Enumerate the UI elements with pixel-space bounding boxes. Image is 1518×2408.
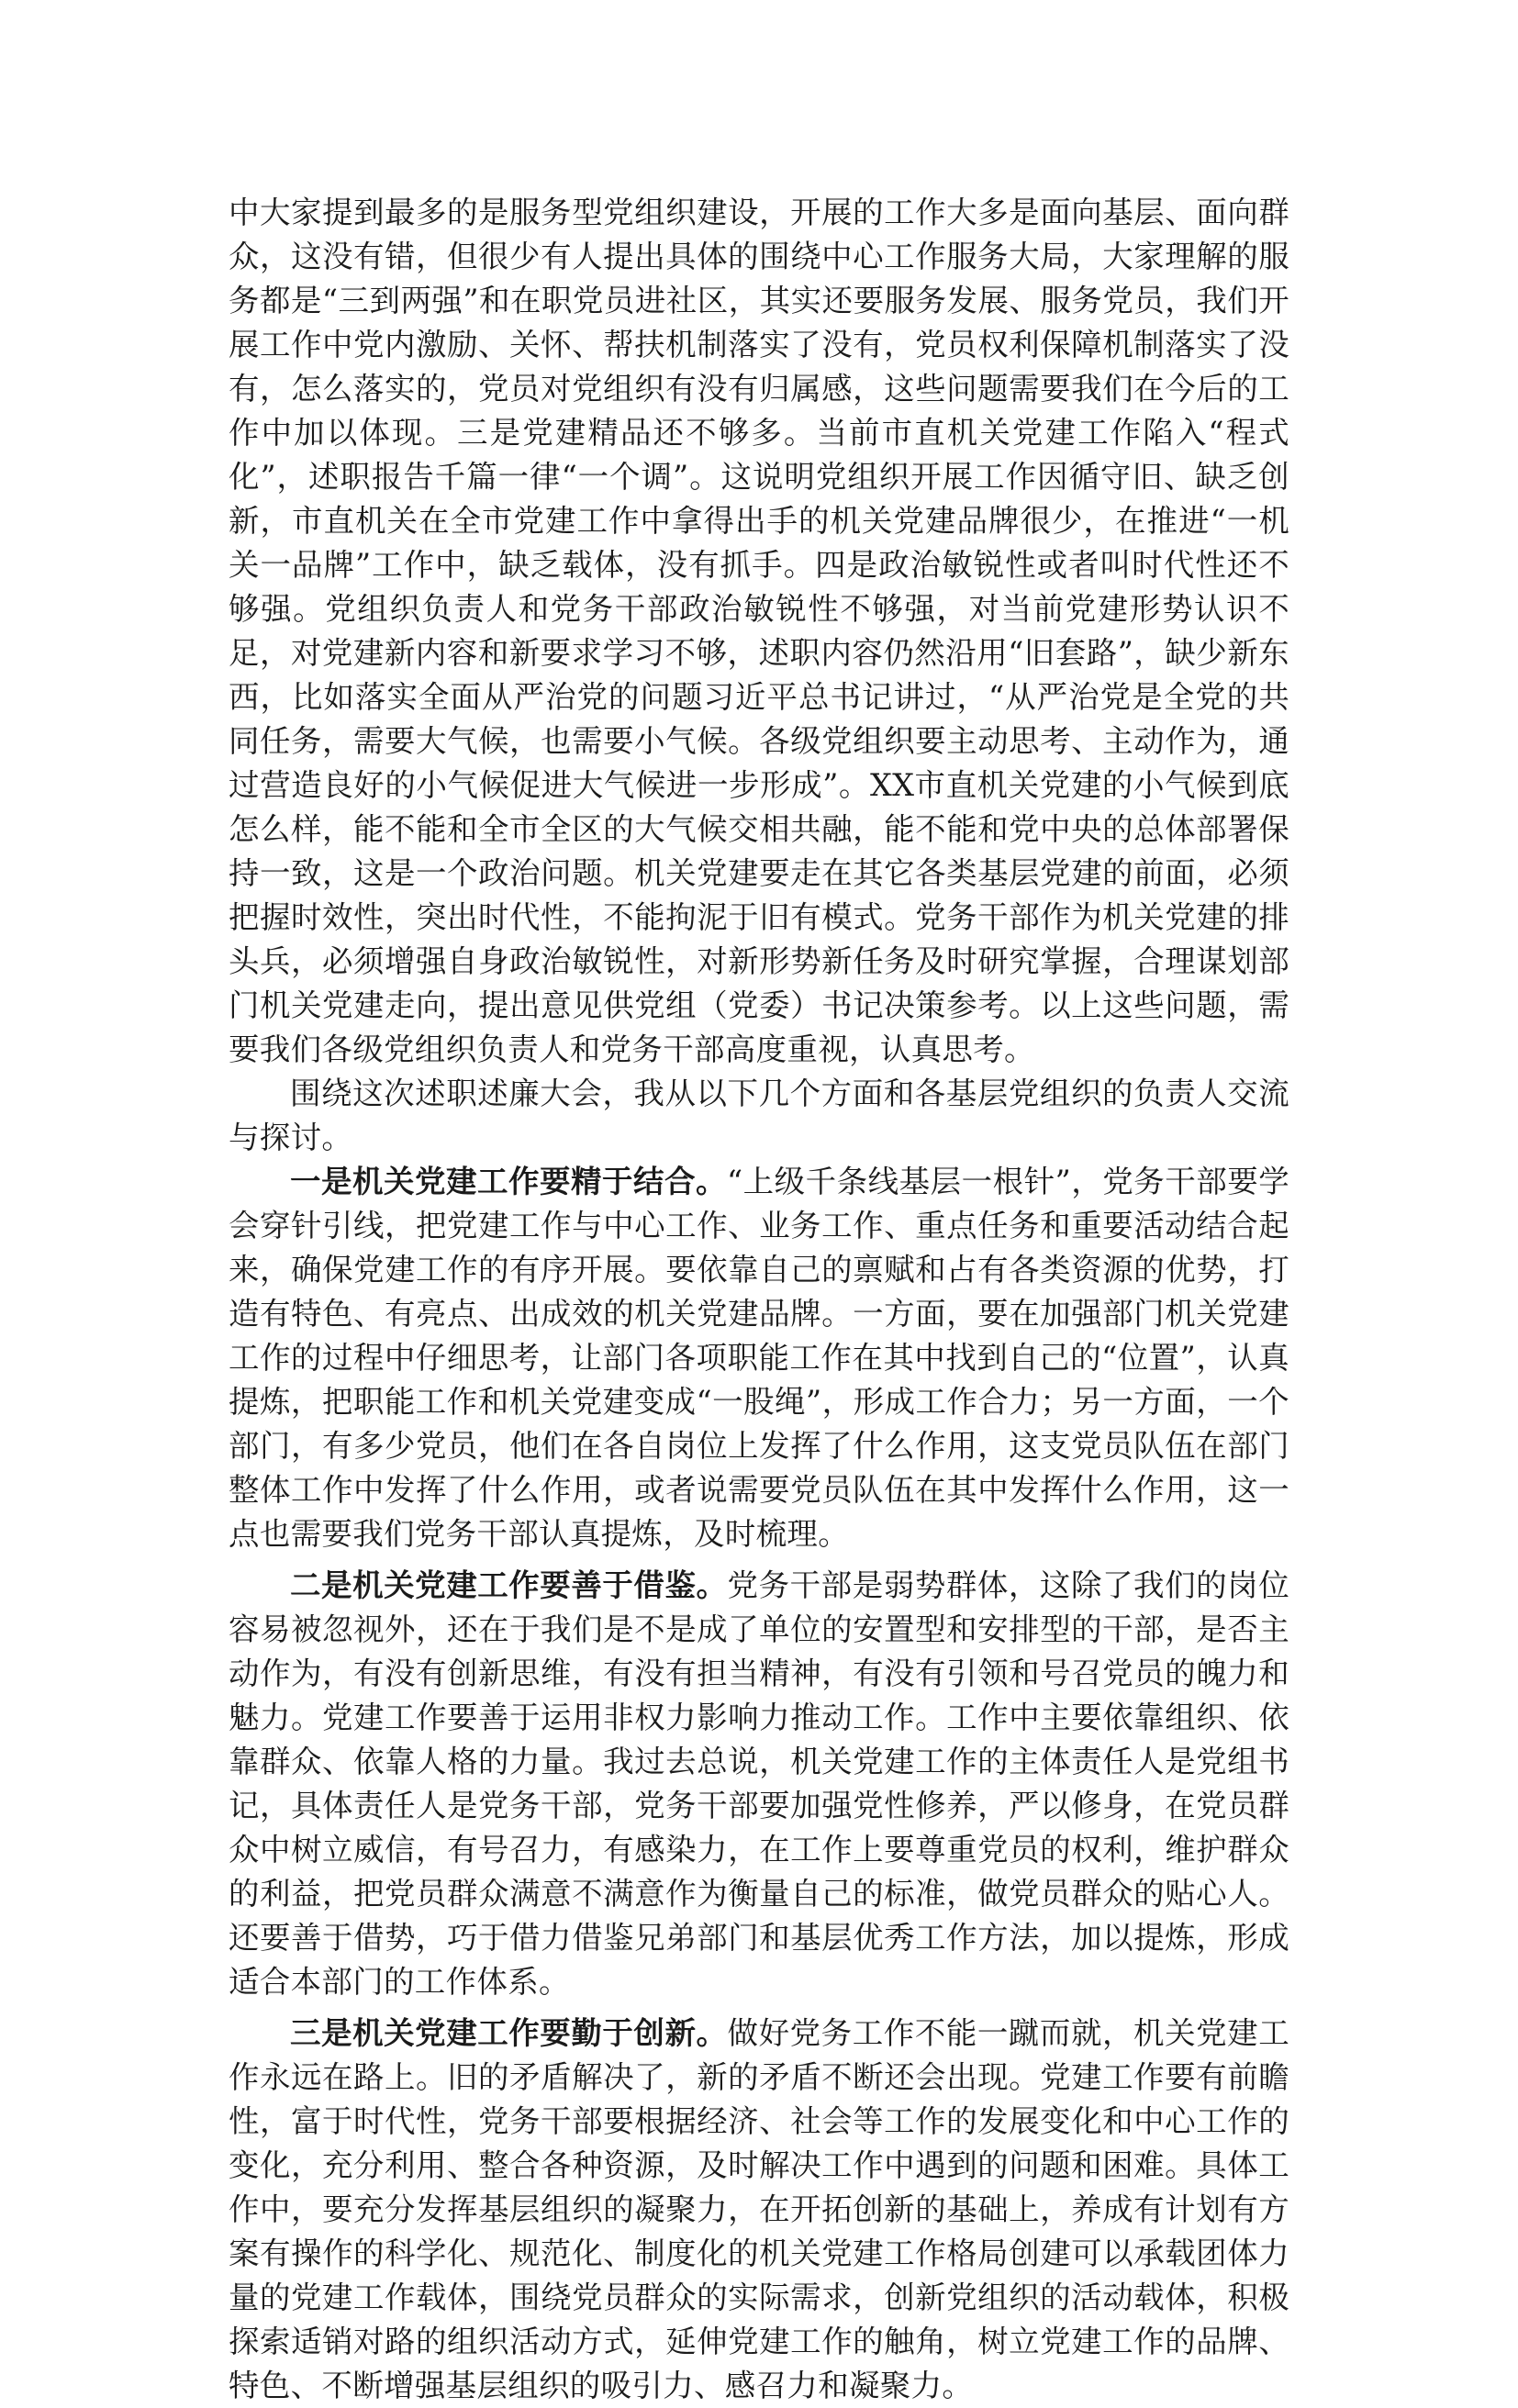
- point-two-body: 党务干部是弱势群体，这除了我们的岗位容易被忽视外，还在于我们是不是成了单位的安置型和安排型的干部，是否主动作为，有没有创新思维，有没有担当精神，有没有引领和号召党员的魄力和魅力。党建工作要善于运用非权力影响力推动工作。工作中主要依靠组织、依靠群众、依靠人格的力量。我过去总说，机关党建工作的主体责任人是党组书记，具体责任人是党务干部，党务干部要加强党性修养，严以修身，在党员群众中树立威信，有号召力，有感染力，在工作上要尊重党员的权利，维护群众的利益，把党员群众满意不满意作为衡量自己的标准，做党员群众的贴心人。还要善于借势，巧于借力借鉴兄弟部门和基层优秀工作方法，加以提炼，形成适合本部门的工作体系。: [229, 1567, 1289, 2000]
- point-one-heading: 一是机关党建工作要精于结合。: [290, 1164, 727, 1199]
- point-three-heading: 三是机关党建工作要勤于创新。: [290, 2015, 728, 2051]
- point-one-body: “上级千条线基层一根针”，党务干部要学会穿针引线，把党建工作与中心工作、业务工作、重点任务和重要活动结合起来，确保党建工作的有序开展。要依靠自己的禀赋和占有各类资源的优势，打造有特色、有亮点、出成效的机关党建品牌。一方面，要在加强部门机关党建工作的过程中仔细思考，让部门各项职能工作在其中找到自己的“位置”，认真提炼，把职能工作和机关党建变成“一股绳”，形成工作合力；另一方面，一个部门，有多少党员，他们在各自岗位上发挥了什么作用，这支党员队伍在部门整体工作中发挥了什么作用，或者说需要党员队伍在其中发挥什么作用，这一点也需要我们党务干部认真提炼，及时梳理。: [229, 1164, 1290, 1552]
- point-two-heading: 二是机关党建工作要善于借鉴。: [290, 1567, 728, 1603]
- paragraph-continuation: 中大家提到最多的是服务型党组织建设，开展的工作大多是面向基层、面向群众，这没有错，但很少有人提出具体的围绕中心工作服务大局，大家理解的服务都是“三到两强”和在职党员进社区，其实还要服务发展、服务党员，我们开展工作中党内激励、关怀、帮扶机制落实了没有，党员权利保障机制落实了没有，怎么落实的，党员对党组织有没有归属感，这些问题需要我们在今后的工作中加以体现。三是党建精品还不够多。当前市直机关党建工作陷入“程式化”，述职报告千篇一律“一个调”。这说明党组织开展工作因循守旧、缺乏创新，市直机关在全市党建工作中拿得出手的机关党建品牌很少，在推进“一机关一品牌”工作中，缺乏载体，没有抓手。四是政治敏锐性或者叫时代性还不够强。党组织负责人和党务干部政治敏锐性不够强，对当前党建形势认识不足，对党建新内容和新要求学习不够，述职内容仍然沿用“旧套路”，缺少新东西，比如落实全面从严治党的问题习近平总书记讲过，“从严治党是全党的共同任务，需要大气候，也需要小气候。各级党组织要主动思考、主动作为，通过营造良好的小气候促进大气候进一步形成”。XX市直机关党建的小气候到底怎么样，能不能和全市全区的大气候交相共融，能不能和党中央的总体部署保持一致，这是一个政治问题。机关党建要走在其它各类基层党建的前面，必须把握时效性，突出时代性，不能拘泥于旧有模式。党务干部作为机关党建的排头兵，必须增强自身政治敏锐性，对新形势新任务及时研究掌握，合理谋划部门机关党建走向，提出意见供党组（党委）书记决策参考。以上这些问题，需要我们各级党组织负责人和党务干部高度重视，认真思考。: [229, 195, 1289, 1067]
- point-three-body: 做好党务工作不能一蹴而就，机关党建工作永远在路上。旧的矛盾解决了，新的矛盾不断还会出现。党建工作要有前瞻性，富于时代性，党务干部要根据经济、社会等工作的发展变化和中心工作的变化，充分利用、整合各种资源，及时解决工作中遇到的问题和困难。具体工作中，要充分发挥基层组织的凝聚力，在开拓创新的基础上，养成有计划有方案有操作的科学化、规范化、制度化的机关党建工作格局创建可以承载团体力量的党建工作载体，围绕党员群众的实际需求，创新党组织的活动载体，积极探索适销对路的组织活动方式，延伸党建工作的触角，树立党建工作的品牌、特色、不断增强基层组织的吸引力、感召力和凝聚力。: [229, 2015, 1289, 2403]
- paragraph-point-two: [229, 1564, 1289, 2004]
- paragraph-point-three: [229, 2012, 1289, 2408]
- paragraph-intro: 围绕这次述职述廉大会，我从以下几个方面和各基层党组织的负责人交流与探讨。: [229, 1076, 1289, 1155]
- paragraph-point-one: [229, 1160, 1289, 1556]
- document-body: [229, 191, 1289, 2408]
